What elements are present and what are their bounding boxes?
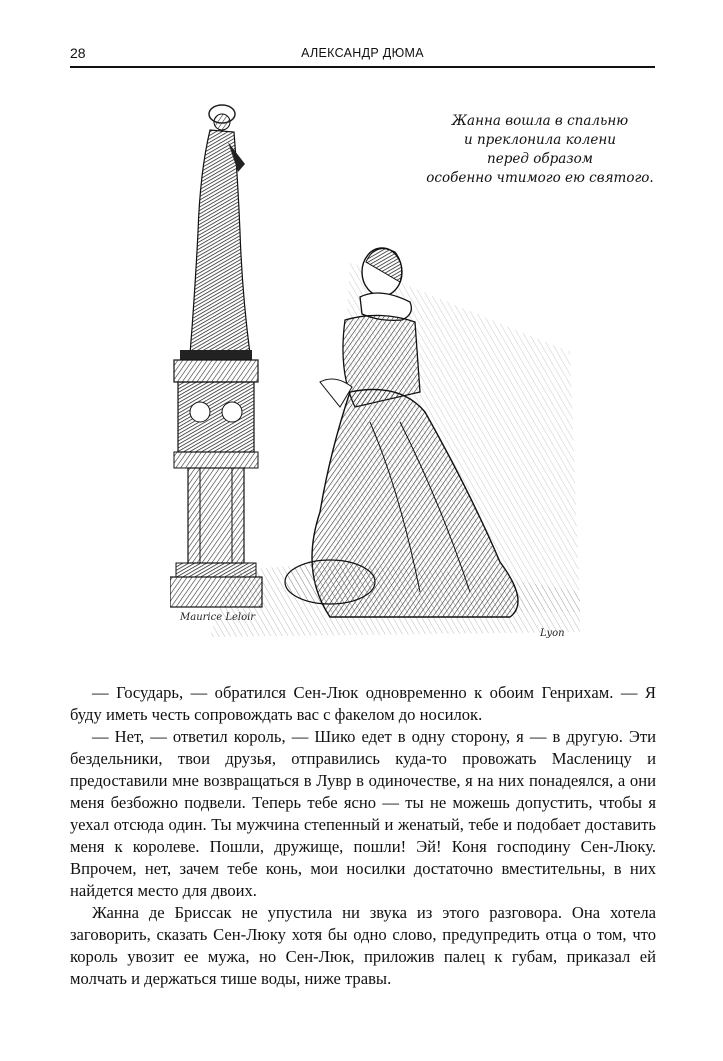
paragraph: — Нет, — ответил король, — Шико едет в одну сторону, я — в другую. Эти бездельники, твои друзья, отправились куда-то провожать Масленицу и предоставили мне возвращаться в Лувр в одиночестве, я на них понадеялся, а они меня безбожно подвели. Теперь тебе ясно — ты не можешь допустить, чтобы я уехал отсюда один. Ты мужчина степенный и женатый, тебе и подобает доставить меня к королеве. Пошли, дружище, пошли! Эй! Коня господину Сен-Люку. Впрочем, нет, зачем тебе конь, мои носилки достаточно вместительны, в них найдется место для двоих.	[70, 727, 656, 900]
artist-signature: Maurice Leloir	[180, 612, 256, 623]
caption-line: и преклонила колени	[464, 132, 616, 148]
caption-line: перед образом	[487, 151, 593, 167]
body-text	[70, 682, 656, 990]
paragraph: — Государь, — обратился Сен-Люк одновременно к обоим Генрихам. — Я буду иметь честь сопровождать вас с факелом до носилок.	[70, 683, 656, 724]
carved-pedestal	[170, 360, 262, 607]
engraver-signature: Lyon	[540, 628, 565, 639]
paragraph: Жанна де Бриссак не упустила ни звука из этого разговора. Она хотела заговорить, сказать Сен-Люку хотя бы одно слово, предупредить отца о том, что король увозит ее мужа, но Сен-Люк, приложив палец к губам, приказал ей молчать и держаться тише воды, ниже травы.	[70, 903, 656, 988]
running-title: АЛЕКСАНДР ДЮМА	[301, 46, 424, 60]
page-number: 28	[70, 45, 86, 61]
caption-line: Жанна вошла в спальню	[451, 113, 629, 129]
saint-statue	[180, 105, 252, 360]
caption-line: особенно чтимого ею святого.	[426, 170, 654, 186]
engraving-illustration	[170, 92, 590, 652]
running-header	[70, 44, 655, 68]
